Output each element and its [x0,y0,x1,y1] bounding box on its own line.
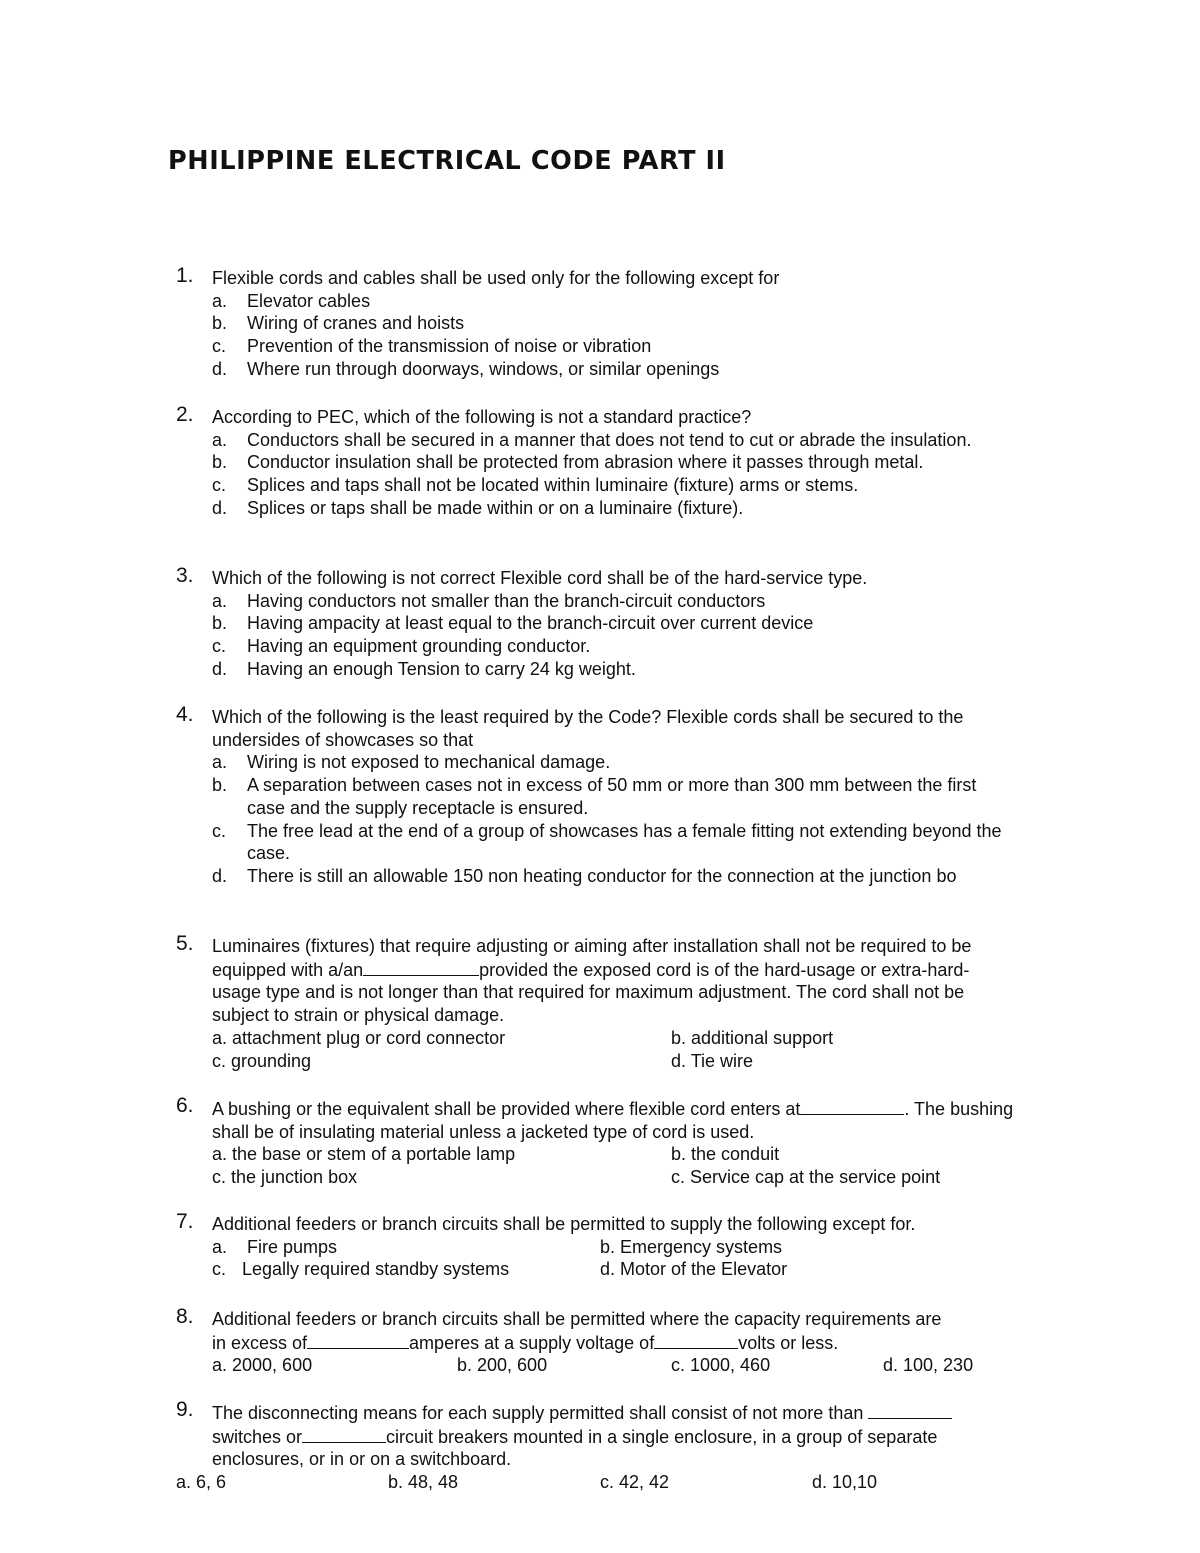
question-number: 8. [176,1305,194,1328]
option-text: Wiring is not exposed to mechanical damage. [247,752,611,773]
option-letter: a. [212,1236,228,1257]
option-letter: d. [212,658,228,679]
option-a [212,429,1018,452]
question-2 [0,403,1200,520]
option-text: Conductor insulation shall be protected from abrasion where it passes through metal. [247,452,924,473]
option-c [212,820,1018,865]
option-b [212,451,1018,474]
question-text-part: Luminaires (fixtures) that require adjusting or aiming after installation shall not be required to be equipped with a/an [212,936,972,980]
question-text: Flexible cords and cables shall be used only for the following except for [212,268,780,288]
question-number: 2. [176,403,194,426]
option-b: b. 200, 600 [457,1355,548,1376]
option-text: Where run through doorways, windows, or similar openings [247,358,720,379]
answer-blank [302,1425,386,1443]
question-number: 9. [176,1398,194,1421]
question-text-part: provided the exposed cord is of the hard-usage or extra-hard-usage type and is not longer than that required for maximum adjustment. The cord shall not be subject to strain or physical damage. [212,959,970,1026]
option-text: Having an enough Tension to carry 24 kg weight. [247,658,636,679]
answer-blank [654,1331,738,1349]
option-d: d. Motor of the Elevator [600,1259,788,1280]
options-row [212,1166,1200,1189]
option-d [212,497,1018,520]
option-text: Having conductors not smaller than the branch-circuit conductors [247,590,766,611]
option-d [212,358,1018,381]
option-a: a. the base or stem of a portable lamp [212,1144,516,1165]
document-title: PHILIPPINE ELECTRICAL CODE PART II [168,146,726,176]
option-d: d. 10,10 [812,1472,878,1493]
option-d: d. Tie wire [671,1050,754,1071]
question-4 [0,703,1200,888]
question-8 [0,1305,1200,1377]
question-7 [0,1210,1200,1281]
option-c: c. 1000, 460 [671,1355,771,1376]
option-b [212,774,1018,819]
question-text-line [212,1331,1018,1355]
options-row [212,1354,1200,1377]
option-letter: b. [212,775,228,796]
option-b: b. 48, 48 [388,1472,459,1493]
option-text: Elevator cables [247,290,371,311]
question-number: 3. [176,564,194,587]
question-1 [0,264,1200,381]
option-text: Having an equipment grounding conductor. [247,636,591,657]
option-c [212,635,1018,658]
answer-blank [307,1331,409,1349]
options-row [212,1236,1200,1259]
question-number: 4. [176,703,194,726]
option-a [212,590,1018,613]
option-letter: c. [212,820,227,841]
option-text: Having ampacity at least equal to the branch-circuit over current device [247,613,814,634]
option-b [212,612,1018,635]
question-text-part: The disconnecting means for each supply permitted shall consist of not more than [212,1403,864,1423]
options-row [212,1050,1200,1073]
question-text [212,1401,1018,1471]
option-letter: a. [212,429,228,450]
option-text: The free lead at the end of a group of showcases has a female fitting not extending beyond the case. [247,820,1002,864]
question-text-part: volts or less. [738,1332,839,1353]
option-text: Wiring of cranes and hoists [247,313,465,334]
answer-blank [363,958,479,976]
option-letter: c. [212,636,227,657]
option-letter: b. [212,613,228,634]
option-letter: b. [212,313,228,334]
question-text-part: switches or [212,1426,303,1447]
option-letter: d. [212,497,228,518]
option-c: c. grounding [212,1050,312,1071]
answer-blank [800,1097,904,1115]
option-letter: a. [212,590,228,611]
option-text: Conductors shall be secured in a manner that does not tend to cut or abrade the insulation. [247,429,972,450]
option-a [212,751,1018,774]
option-b: b. Emergency systems [600,1236,783,1257]
question-text: Which of the following is the least required by the Code? Flexible cords shall be secured to the undersides of showcases so that [212,707,964,750]
question-5 [0,932,1200,1072]
option-letter: a. [212,290,228,311]
option-text: Prevention of the transmission of noise or vibration [247,336,652,357]
question-3 [0,564,1200,681]
option-a: Fire pumps [247,1236,338,1257]
option-b [212,312,1018,335]
option-b: b. additional support [671,1027,834,1048]
question-number: 1. [176,264,194,287]
option-d [212,658,1018,681]
question-text-part: circuit breakers mounted in a single enclosure, in a group of separate enclosures, or in or on a switchboard. [212,1426,938,1470]
option-a: a. attachment plug or cord connector [212,1027,506,1048]
question-text: Which of the following is not correct Flexible cord shall be of the hard-service type. [212,568,868,588]
option-c: c. 42, 42 [600,1472,670,1493]
question-text [212,935,1018,1027]
option-text: Splices or taps shall be made within or on a luminaire (fixture). [247,497,744,518]
option-c [212,474,1018,497]
option-letter: c. [212,336,227,357]
question-number: 5. [176,932,194,955]
option-letter: b. [212,452,228,473]
question-text-part: . The bushing shall be of insulating material unless a jacketed type of cord is used. [212,1099,1014,1142]
option-a: a. 2000, 600 [212,1355,313,1376]
options-row [212,1258,1200,1281]
option-letter: d. [212,865,228,886]
options-row [212,1027,1200,1050]
option-letter: d. [212,358,228,379]
option-letter: c. [212,1259,227,1280]
options-row [212,1143,1200,1166]
question-number: 7. [176,1210,194,1233]
question-text: Additional feeders or branch circuits shall be permitted to supply the following except for. [212,1214,916,1234]
option-letter: a. [212,752,228,773]
option-a: a. 6, 6 [176,1472,227,1493]
option-text: Splices and taps shall not be located within luminaire (fixture) arms or stems. [247,475,859,496]
option-c: c. the junction box [212,1167,358,1188]
question-text: According to PEC, which of the following is not a standard practice? [212,407,752,427]
question-6 [0,1094,1200,1189]
question-text: Additional feeders or branch circuits shall be permitted where the capacity requirements are [212,1309,942,1329]
option-d: d. 100, 230 [883,1355,974,1376]
option-b: b. the conduit [671,1144,780,1165]
option-c: Legally required standby systems [242,1259,510,1280]
option-letter: c. [212,475,227,496]
option-c-alt: c. Service cap at the service point [671,1167,941,1188]
options-row [0,1471,1200,1494]
question-number: 6. [176,1094,194,1117]
option-c [212,335,1018,358]
option-a [212,290,1018,313]
question-text [212,1097,1018,1143]
question-9 [0,1398,1200,1494]
question-text-part: in excess of [212,1332,308,1353]
answer-blank [868,1401,952,1419]
option-text: There is still an allowable 150 non heating conductor for the connection at the junction bo [247,865,957,886]
option-d [212,865,1032,888]
option-text: A separation between cases not in excess of 50 mm or more than 300 mm between the first case and the supply receptacle is ensured. [247,775,977,818]
question-text-part: amperes at a supply voltage of [409,1332,655,1353]
question-text-part: A bushing or the equivalent shall be provided where flexible cord enters at [212,1099,801,1119]
